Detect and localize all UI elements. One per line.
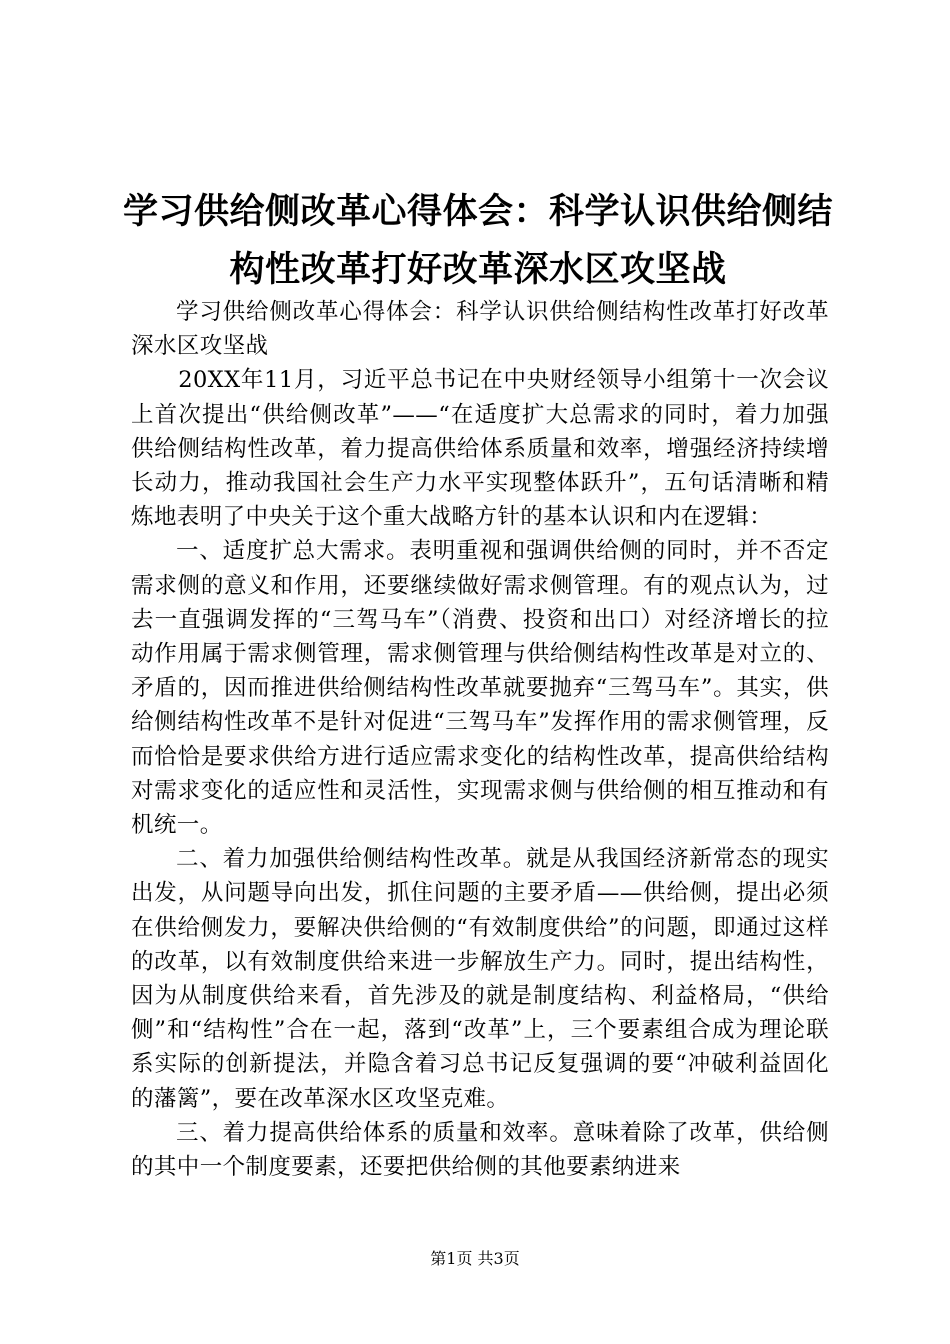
paragraph-intro: 20XX年11月，习近平总书记在中央财经领导小组第十一次会议上首次提出“供给侧改革”——“在适度扩大总需求的同时，着力加强供给侧结构性改革，着力提高供给体系质量和效率，增强经济持续增长动力，推动我国社会生产力水平实现整体跃升”，五句话清晰和精炼地表明了中央关于这个重大战略方针的基本认识和内在逻辑： (131, 367, 829, 531)
paragraph-point-1: 一、适度扩总大需求。表明重视和强调供给侧的同时，并不否定需求侧的意义和作用，还要继续做好需求侧管理。有的观点认为，过去一直强调发挥的“三驾马车”（消费、投资和出口）对经济增长的拉动作用属于需求侧管理，需求侧管理与供给侧结构性改革是对立的、矛盾的，因而推进供给侧结构性改革就要抛弃“三驾马车”。其实，供给侧结构性改革不是针对促进“三驾马车”发挥作用的需求侧管理，反而恰恰是要求供给方进行适应需求变化的结构性改革，提高供给结构对需求变化的适应性和灵活性，实现需求侧与供给侧的相互推动和有机统一。 (131, 538, 829, 839)
document-title: 学习供给侧改革心得体会：科学认识供给侧结构性改革打好改革深水区攻坚战 (122, 191, 833, 290)
paragraph-point-3: 三、着力提高供给体系的质量和效率。意味着除了改革，供给侧的其中一个制度要素，还要把供给侧的其他要素纳进来 (131, 1119, 829, 1181)
paragraph-point-2: 二、着力加强供给侧结构性改革。就是从我国经济新常态的现实出发，从问题导向出发，抓住问题的主要矛盾——供给侧，提出必须在供给侧发力，要解决供给侧的“有效制度供给”的问题，即通过这样的改革，以有效制度供给来进一步解放生产力。同时，提出结构性，因为从制度供给来看，首先涉及的就是制度结构、利益格局，“供给侧”和“结构性”合在一起，落到“改革”上，三个要素组合成为理论联系实际的创新提法，并隐含着习总书记反复强调的要“冲破利益固化的藩篱”，要在改革深水区攻坚克难。 (131, 846, 829, 1112)
paragraph-subtitle: 学习供给侧改革心得体会：科学认识供给侧结构性改革打好改革深水区攻坚战 (131, 299, 829, 360)
page-footer: 第1页 共3页 (430, 1249, 520, 1268)
document-body (131, 295, 829, 1184)
